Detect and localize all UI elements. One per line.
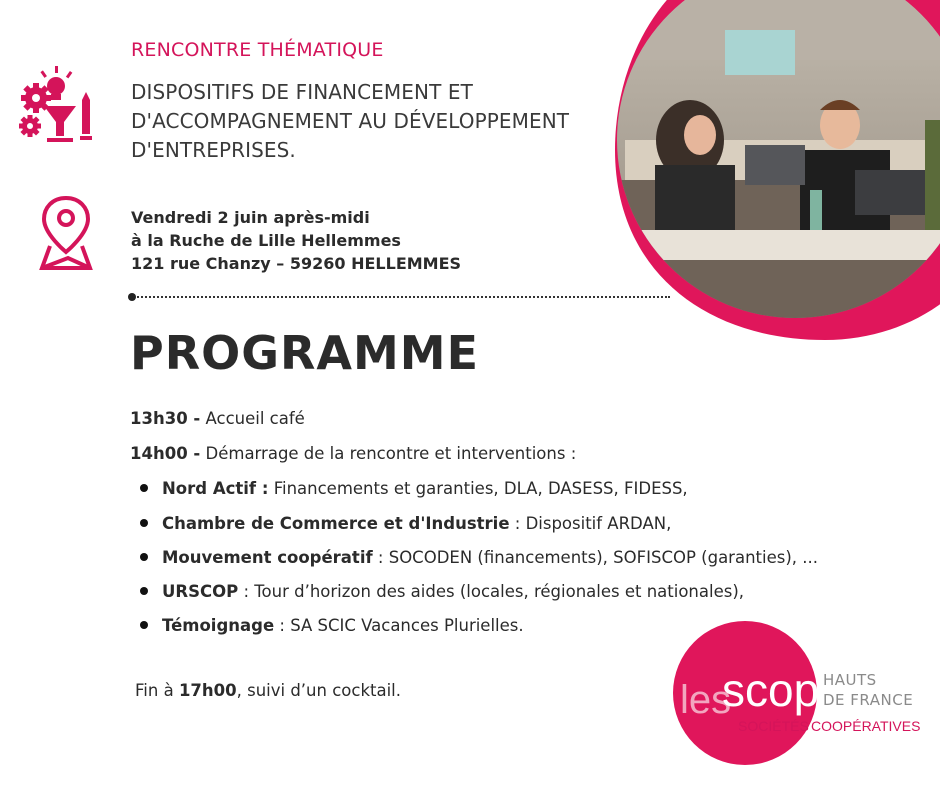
event-location xyxy=(131,206,461,275)
region-line-1: HAUTS xyxy=(823,671,877,689)
schedule-time: 14h00 - xyxy=(130,444,201,463)
speaker-topic: : Tour d’horizon des aides (locales, régionales et nationales), xyxy=(238,582,745,601)
speaker-topic: Financements et garanties, DLA, DASESS, FIDESS, xyxy=(268,479,688,498)
logo-region xyxy=(823,670,913,710)
coworking-photo xyxy=(595,0,940,360)
speaker-name: Témoignage xyxy=(162,616,275,635)
bullet-dot xyxy=(140,519,148,527)
divider-dot xyxy=(128,293,136,301)
schedule-text: Accueil café xyxy=(200,409,305,428)
bullet-dot xyxy=(140,587,148,595)
closing-suffix: , suivi d’un cocktail. xyxy=(236,681,401,700)
speaker-topic: : SA SCIC Vacances Plurielles. xyxy=(274,616,524,635)
schedule-time: 13h30 - xyxy=(130,409,201,428)
event-title: DISPOSITIFS DE FINANCEMENT ET D'ACCOMPAGNEMENT AU DÉVELOPPEMENT D'ENTREPRISES. xyxy=(131,80,570,162)
region-line-2: DE FRANCE xyxy=(823,691,914,709)
speaker-bullet xyxy=(140,582,744,601)
logo-tagline-2: COOPÉRATIVES xyxy=(811,718,921,734)
dotted-divider xyxy=(130,296,670,298)
logo-tagline-1: SOCIÉTÉS xyxy=(738,718,809,734)
bullet-dot xyxy=(140,621,148,629)
bullet-dot xyxy=(140,553,148,561)
speaker-name: Mouvement coopératif xyxy=(162,548,373,567)
schedule-item xyxy=(130,409,305,428)
schedule-item xyxy=(130,444,576,463)
closing-line xyxy=(135,681,401,700)
speaker-name: Chambre de Commerce et d'Industrie xyxy=(162,514,510,533)
speaker-topic: : SOCODEN (financements), SOFISCOP (garanties), ... xyxy=(372,548,818,567)
speaker-name: URSCOP xyxy=(162,582,239,601)
gears-lightbulb-icon xyxy=(14,66,102,148)
speaker-bullet xyxy=(140,548,818,567)
location-address: 121 rue Chanzy – 59260 HELLEMMES xyxy=(131,254,462,273)
speaker-bullet xyxy=(140,479,688,498)
closing-time: 17h00 xyxy=(178,681,237,700)
bullet-dot xyxy=(140,484,148,492)
location-venue: à la Ruche de Lille Hellemmes xyxy=(131,231,401,250)
les-scop-logo xyxy=(672,618,822,768)
schedule-text: Démarrage de la rencontre et interventions : xyxy=(200,444,577,463)
speaker-name: Nord Actif : xyxy=(162,479,269,498)
speaker-bullet xyxy=(140,616,524,635)
logo-les: les xyxy=(680,678,732,722)
speaker-bullet xyxy=(140,514,671,533)
location-pin-map-icon xyxy=(38,194,94,272)
event-kicker: RENCONTRE THÉMATIQUE xyxy=(131,39,384,61)
closing-prefix: Fin à xyxy=(135,681,179,700)
programme-heading: PROGRAMME xyxy=(130,326,479,380)
logo-scop: scop xyxy=(722,664,820,716)
location-date: Vendredi 2 juin après-midi xyxy=(131,208,370,227)
speaker-topic: : Dispositif ARDAN, xyxy=(509,514,672,533)
